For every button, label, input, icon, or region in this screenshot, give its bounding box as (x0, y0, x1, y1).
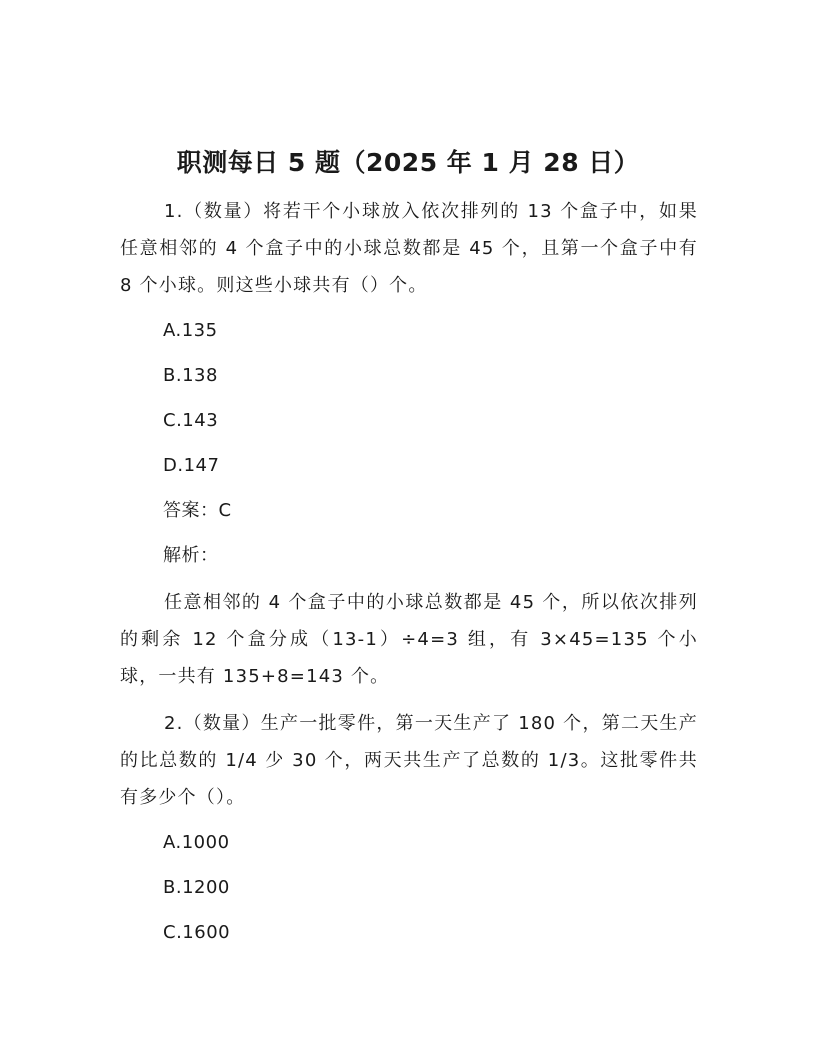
q1-answer: 答案：C (163, 500, 232, 521)
question-1-text: 1.（数量）将若干个小球放入依次排列的 13 个盒子中，如果任意相邻的 4 个盒子中的小球总数都是 45 个，且第一个盒子中有 8 个小球。则这些小球共有（）个。 (120, 201, 698, 296)
q1-option-b: B.138 (163, 365, 218, 386)
q1-analysis-text: 任意相邻的 4 个盒子中的小球总数都是 45 个，所以依次排列的剩余 12 个盒分成（13-1）÷4=3 组，有 3×45=135 个小球，一共有 135+8=143 个。 (120, 592, 698, 687)
q2-option-a: A.1000 (163, 832, 230, 853)
q2-option-c: C.1600 (163, 922, 231, 943)
q1-analysis-label: 解析： (163, 545, 219, 566)
question-2-text: 2.（数量）生产一批零件，第一天生产了 180 个，第二天生产的比总数的 1/4 少 30 个，两天共生产了总数的 1/3。这批零件共有多少个（）。 (120, 713, 698, 808)
q2-option-b: B.1200 (163, 877, 230, 898)
q1-option-d: D.147 (163, 455, 220, 476)
q1-option-c: C.143 (163, 410, 219, 431)
q1-option-a: A.135 (163, 320, 218, 341)
page-title: 职测每日 5 题（2025 年 1 月 28 日） (176, 148, 640, 177)
